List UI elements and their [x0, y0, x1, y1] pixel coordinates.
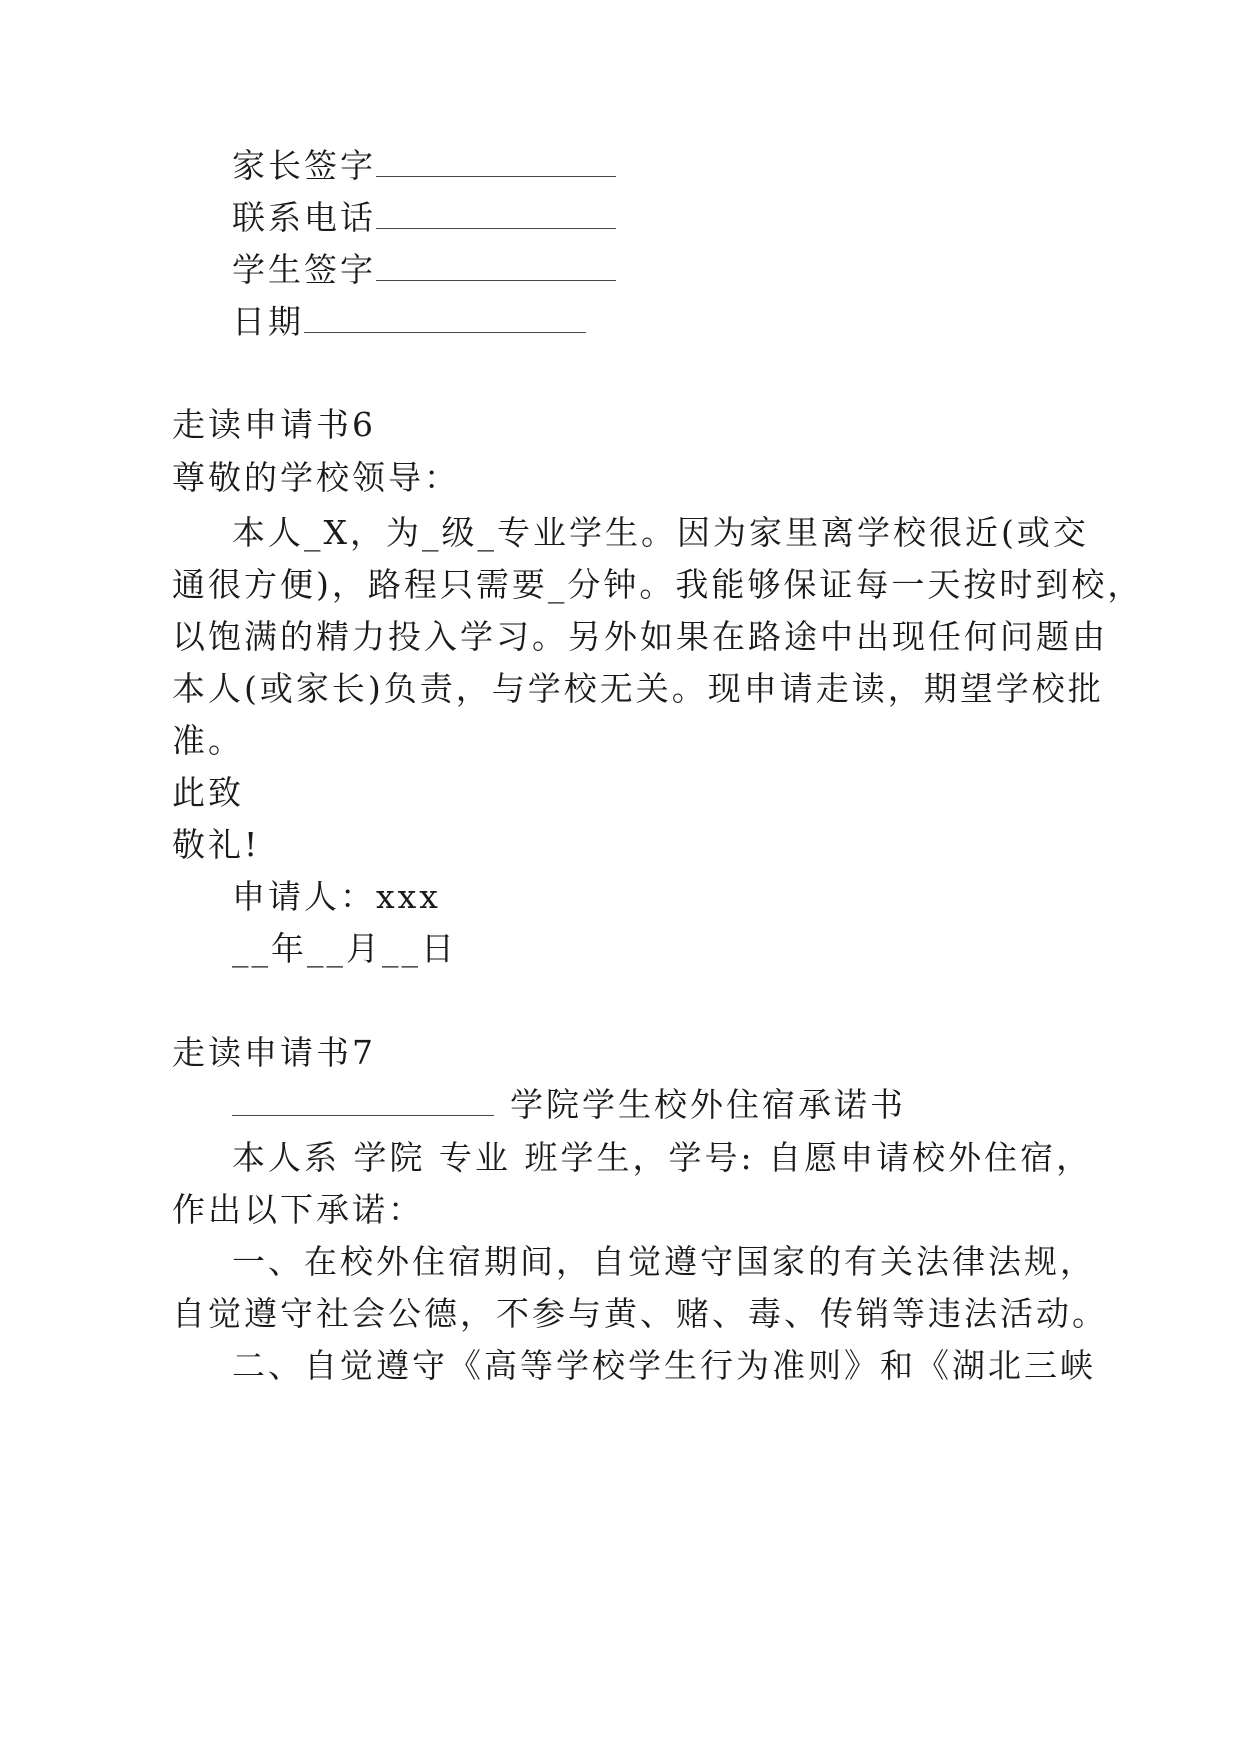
contact-phone-blank	[376, 198, 616, 229]
letter7-body-line: 一、在校外住宿期间，自觉遵守国家的有关法律法规，	[232, 1242, 1096, 1281]
parent-signature-label: 家长签字	[232, 146, 376, 185]
parent-signature-blank	[376, 146, 616, 177]
letter6-closing-1: 此致	[172, 773, 244, 812]
letter7-body-line: 自觉遵守社会公德，不参与黄、赌、毒、传销等违法活动。	[172, 1294, 1108, 1333]
student-signature-label: 学生签字	[232, 250, 376, 289]
contact-phone-row	[232, 198, 616, 238]
letter6-applicant: 申请人：xxx	[232, 877, 441, 916]
letter7-body-line: 二、自觉遵守《高等学校学生行为准则》和《湖北三峡	[232, 1346, 1096, 1385]
letter6-closing-2: 敬礼!	[172, 825, 261, 864]
student-signature-row	[232, 250, 616, 290]
contact-phone-label: 联系电话	[232, 198, 376, 237]
letter6-body-line: 本人_X，为_级_专业学生。因为家里离学校很近(或交	[232, 513, 1089, 552]
letter7-title-blank	[232, 1085, 494, 1116]
letter7-body-line: 作出以下承诺：	[172, 1190, 424, 1229]
date-row	[232, 302, 586, 342]
letter6-body-line: 准。	[172, 721, 244, 760]
letter7-title: 学院学生校外住宿承诺书	[510, 1085, 906, 1124]
date-blank	[304, 302, 586, 333]
letter7-title-row	[232, 1085, 906, 1125]
letter6-heading: 走读申请书6	[172, 405, 376, 444]
letter6-salutation: 尊敬的学校领导：	[172, 458, 460, 497]
date-label: 日期	[232, 302, 304, 341]
letter6-date: __年__月__日	[232, 929, 457, 968]
letter6-body-line: 通很方便)，路程只需要_分钟。我能够保证每一天按时到校，	[172, 565, 1144, 604]
parent-signature-row	[232, 146, 616, 186]
letter7-heading: 走读申请书7	[172, 1033, 376, 1072]
letter6-body-line: 本人(或家长)负责，与学校无关。现申请走读，期望学校批	[172, 669, 1104, 708]
student-signature-blank	[376, 250, 616, 281]
letter6-body-line: 以饱满的精力投入学习。另外如果在路途中出现任何问题由	[172, 617, 1108, 656]
letter7-body-line: 本人系 学院 专业 班学生，学号: 自愿申请校外住宿，	[232, 1138, 1093, 1177]
